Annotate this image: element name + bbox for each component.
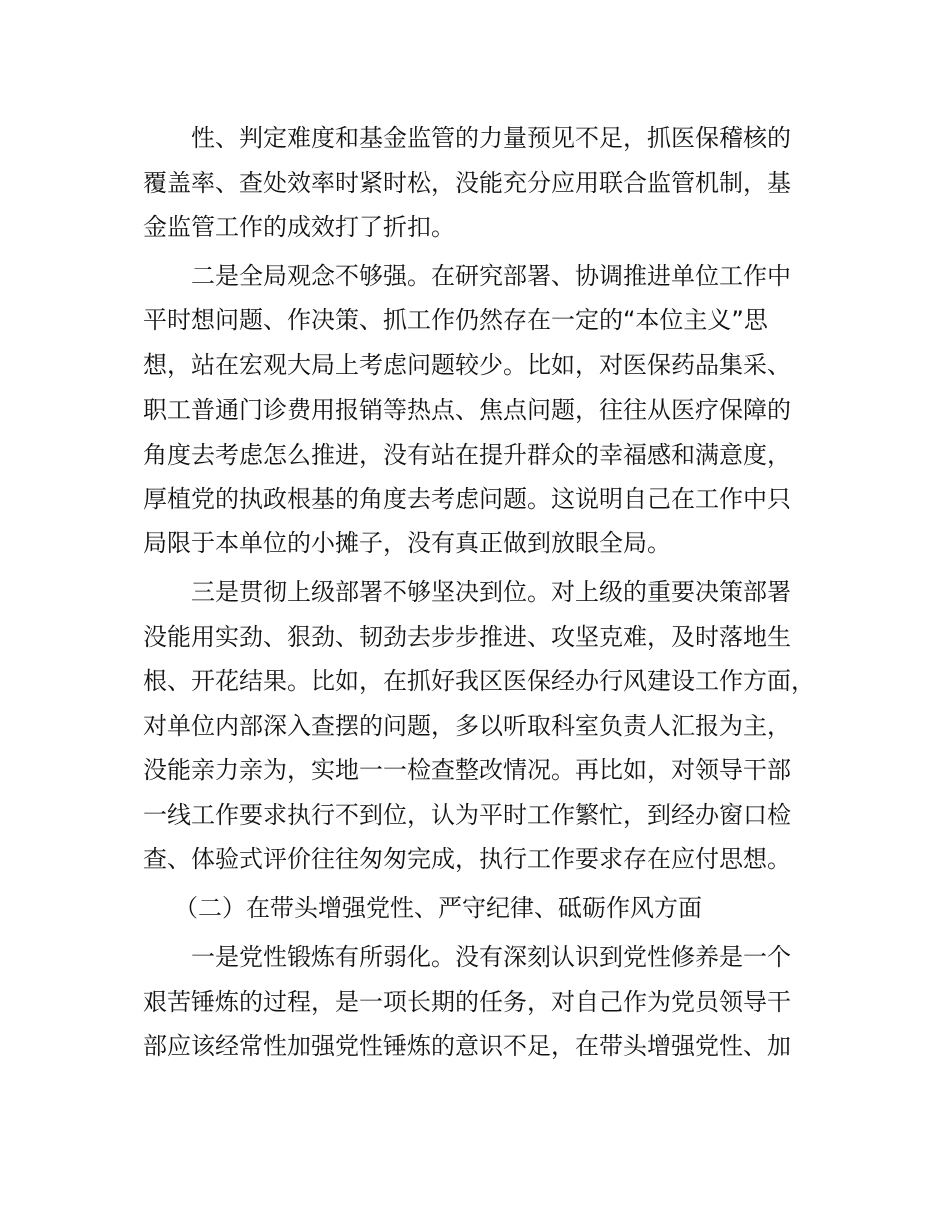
text-line: 性、判定难度和基金监管的力量预见不足，抓医保稽核的 bbox=[191, 124, 791, 152]
text-line: 部应该经常性加强党性锤炼的意识不足，在带头增强党性、加 bbox=[143, 1032, 791, 1060]
text-line: 根、开花结果。比如，在抓好我区医保经办行风建设工作方面， bbox=[143, 667, 815, 695]
section-heading: （二）在带头增强党性、严守纪律、砥砺作风方面 bbox=[174, 894, 702, 922]
text-line: 覆盖率、查处效率时紧时松，没能充分应用联合监管机制，基 bbox=[143, 169, 791, 197]
text-line: 查、体验式评价往往匆匆完成，执行工作要求存在应付思想。 bbox=[143, 845, 791, 873]
text-line: 金监管工作的成效打了折扣。 bbox=[143, 213, 455, 241]
paragraph-start-line: 三是贯彻上级部署不够坚决到位。对上级的重要决策部署 bbox=[191, 578, 791, 606]
text-line: 角度去考虑怎么推进，没有站在提升群众的幸福感和满意度， bbox=[143, 441, 791, 469]
text-line: 没能亲力亲为，实地一一检查整改情况。再比如，对领导干部 bbox=[143, 756, 791, 784]
text-line: 职工普通门诊费用报销等热点、焦点问题，往往从医疗保障的 bbox=[143, 396, 791, 424]
text-line: 平时想问题、作决策、抓工作仍然存在一定的“本位主义”思 bbox=[143, 306, 768, 334]
text-line: 厚植党的执政根基的角度去考虑问题。这说明自己在工作中只 bbox=[143, 485, 791, 513]
text-line: 对单位内部深入查摆的问题，多以听取科室负责人汇报为主， bbox=[143, 712, 791, 740]
text-line: 艰苦锤炼的过程，是一项长期的任务，对自己作为党员领导干 bbox=[143, 988, 791, 1016]
paragraph-start-line: 二是全局观念不够强。在研究部署、协调推进单位工作中 bbox=[191, 262, 791, 290]
text-line: 局限于本单位的小摊子，没有真正做到放眼全局。 bbox=[143, 529, 671, 557]
text-line: 想，站在宏观大局上考虑问题较少。比如，对医保药品集采、 bbox=[143, 351, 791, 379]
text-line: 一线工作要求执行不到位，认为平时工作繁忙，到经办窗口检 bbox=[143, 801, 791, 829]
text-line: 没能用实劲、狠劲、韧劲去步步推进、攻坚克难，及时落地生 bbox=[143, 623, 791, 651]
paragraph-start-line: 一是党性锻炼有所弱化。没有深刻认识到党性修养是一个 bbox=[191, 943, 791, 971]
